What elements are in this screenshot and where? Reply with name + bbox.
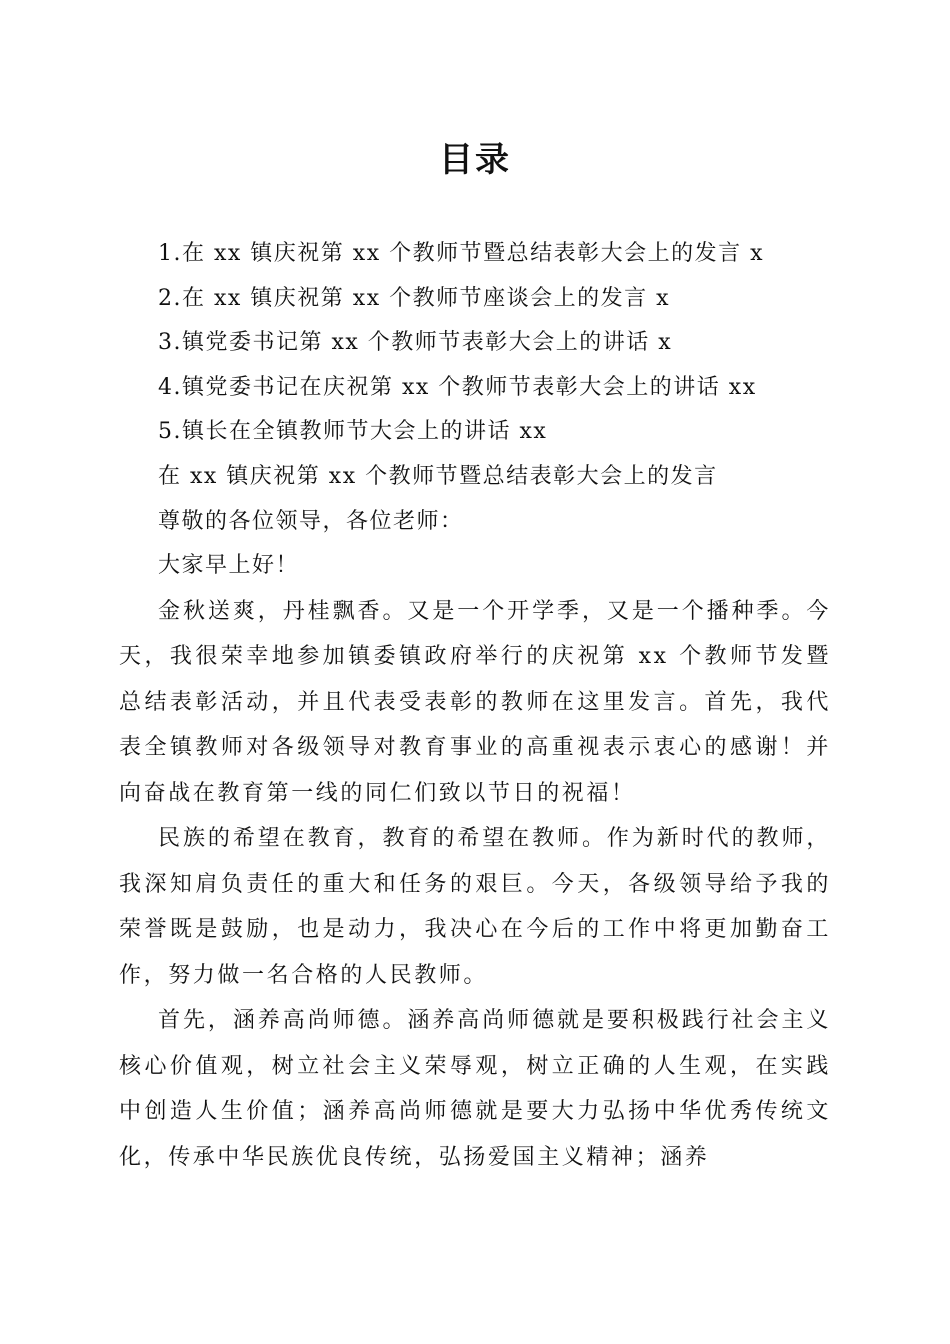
greeting: 大家早上好！ — [158, 553, 300, 578]
toc-item-2: 2.在 xx 镇庆祝第 xx 个教师节座谈会上的发言 x — [158, 285, 670, 311]
page-title: 目录 — [439, 140, 511, 180]
speech-title: 在 xx 镇庆祝第 xx 个教师节暨总结表彰大会上的发言 — [158, 464, 718, 489]
toc-item-3: 3.镇党委书记第 xx 个教师节表彰大会上的讲话 x — [158, 330, 673, 355]
toc-item-5: 5.镇长在全镇教师节大会上的讲话 xx — [158, 419, 548, 444]
table-of-contents — [158, 232, 858, 455]
speech-body — [119, 455, 831, 1180]
salutation: 尊敬的各位领导，各位老师： — [158, 508, 464, 534]
paragraph-3: 首先，涵养高尚师德。涵养高尚师德就是要积极践行社会主义核心价值观，树立社会主义荣辱观，树立正确的人生观，在实践中创造人生价值；涵养高尚师德就是要大力弘扬中华优秀传统文化，传承中华民族优良传统，弘扬爱国主义精神；涵养 — [119, 1008, 831, 1170]
paragraph-2: 民族的希望在教育，教育的希望在教师。作为新时代的教师，我深知肩负责任的重大和任务的艰巨。今天，各级领导给予我的荣誉既是鼓励，也是动力，我决心在今后的工作中将更加勤奋工作，努力做一名合格的人民教师。 — [119, 826, 831, 988]
paragraph-1: 金秋送爽，丹桂飘香。又是一个开学季，又是一个播种季。今天，我很荣幸地参加镇委镇政府举行的庆祝第 xx 个教师节发暨总结表彰活动，并且代表受表彰的教师在这里发言。首先，我代表全镇教师对各级领导对教育事业的高重视表示衷心的感谢！并向奋战在教育第一线的同仁们致以节日的祝福！ — [119, 598, 831, 806]
toc-item-1: 1.在 xx 镇庆祝第 xx 个教师节暨总结表彰大会上的发言 x — [158, 241, 764, 266]
toc-item-4: 4.镇党委书记在庆祝第 xx 个教师节表彰大会上的讲话 xx — [158, 374, 757, 400]
